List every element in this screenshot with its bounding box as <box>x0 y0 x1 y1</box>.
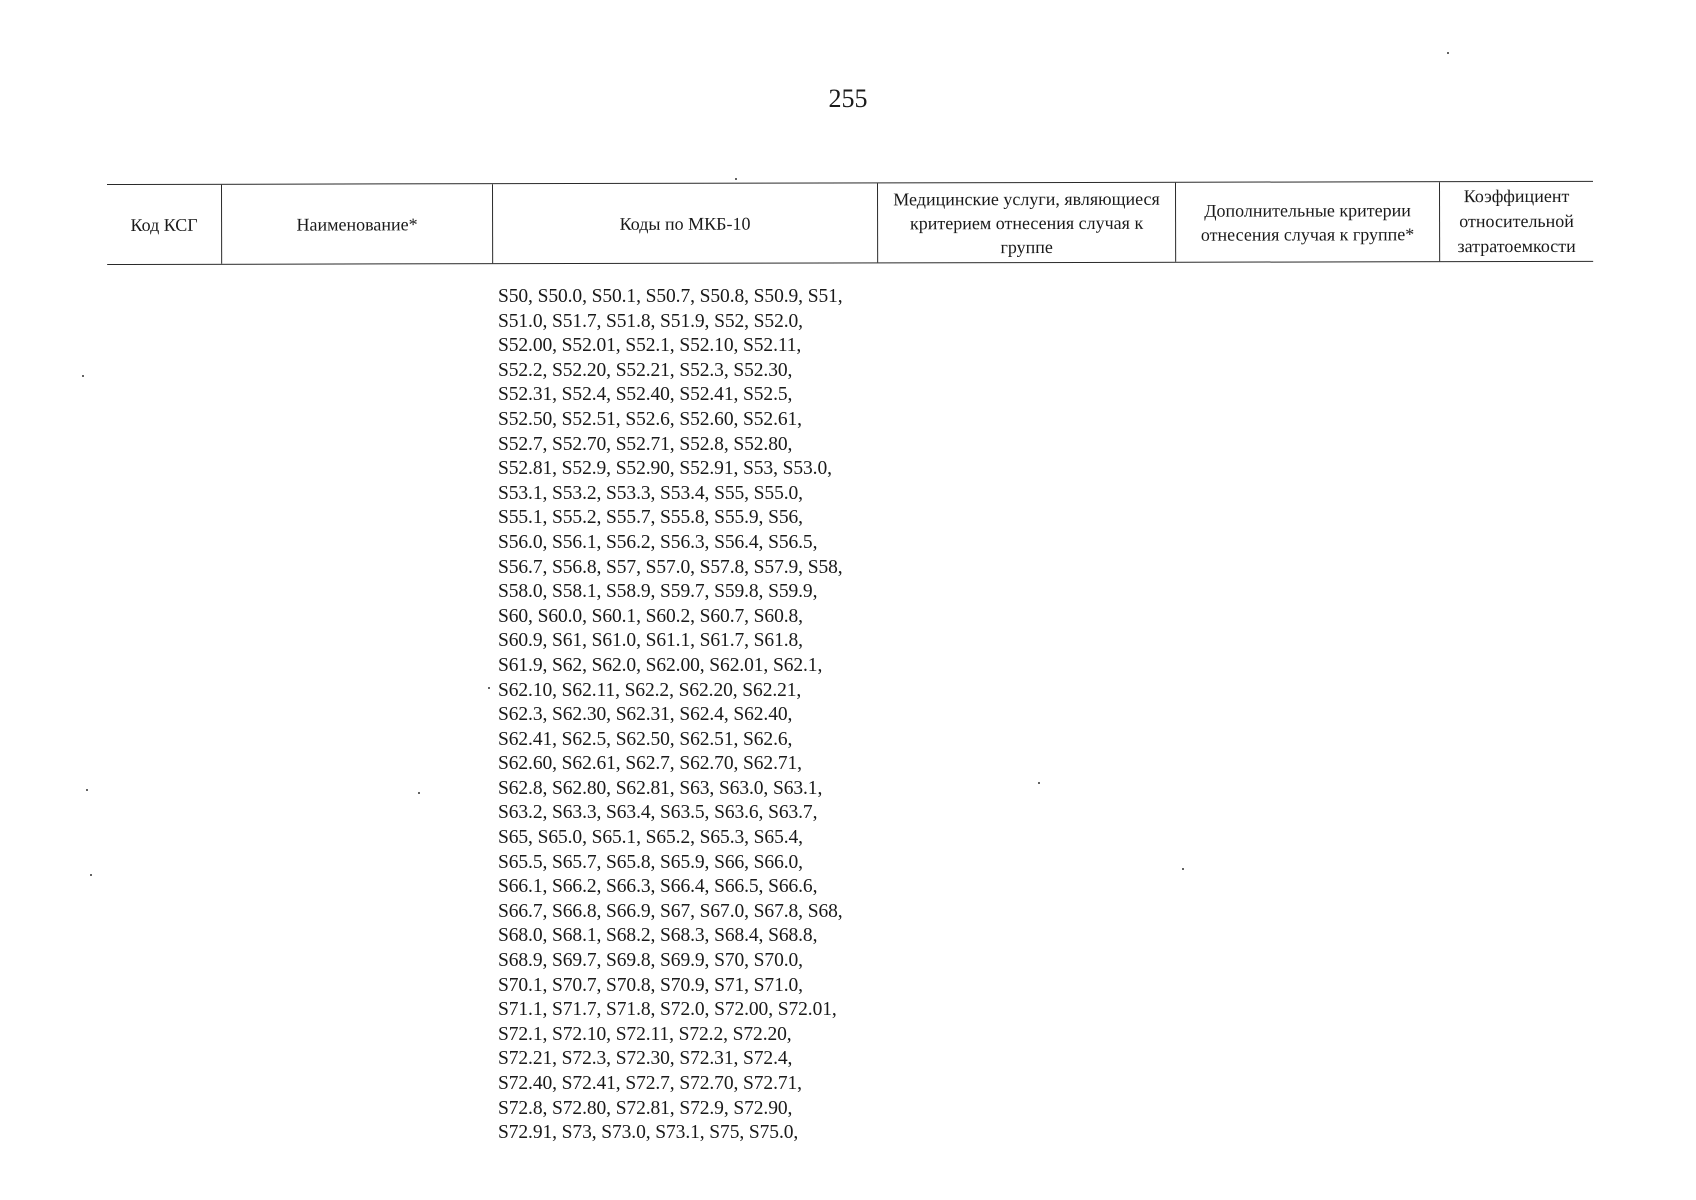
header-ksg-code: Код КСГ <box>107 185 222 264</box>
scan-speck <box>488 687 490 689</box>
icd10-codes-line: S56.0, S56.1, S56.2, S56.3, S56.4, S56.5, <box>498 531 818 553</box>
icd10-codes-line: S66.1, S66.2, S66.3, S66.4, S66.5, S66.6, <box>498 876 818 898</box>
icd10-codes-line: S56.7, S56.8, S57, S57.0, S57.8, S57.9, S58, <box>498 556 843 578</box>
scan-speck <box>90 874 92 876</box>
icd10-codes-line: S61.9, S62, S62.0, S62.00, S62.01, S62.1, <box>498 654 823 676</box>
icd10-codes-line: S55.1, S55.2, S55.7, S55.8, S55.9, S56, <box>498 507 803 529</box>
icd10-codes-line: S65.5, S65.7, S65.8, S65.9, S66, S66.0, <box>498 851 803 873</box>
scan-speck <box>86 789 88 791</box>
icd10-codes-line: S72.1, S72.10, S72.11, S72.2, S72.20, <box>498 1023 792 1045</box>
table-header-row <box>107 181 1593 265</box>
icd10-codes-line: S52.00, S52.01, S52.1, S52.10, S52.11, <box>498 335 802 357</box>
icd10-codes-line: S68.0, S68.1, S68.2, S68.3, S68.4, S68.8, <box>498 925 818 947</box>
icd10-codes-line: S58.0, S58.1, S58.9, S59.7, S59.8, S59.9, <box>498 581 818 603</box>
icd10-codes-line: S52.2, S52.20, S52.21, S52.3, S52.30, <box>498 359 793 381</box>
header-name: Наименование* <box>222 184 493 264</box>
icd10-codes-line: S52.7, S52.70, S52.71, S52.8, S52.80, <box>498 433 793 455</box>
icd10-codes-line: S52.81, S52.9, S52.90, S52.91, S53, S53.0, <box>498 458 832 480</box>
icd10-codes-line: S60.9, S61, S61.0, S61.1, S61.7, S61.8, <box>498 630 803 652</box>
icd10-codes-line: S50, S50.0, S50.1, S50.7, S50.8, S50.9, S51, <box>498 286 843 307</box>
scan-speck <box>1038 782 1040 784</box>
icd10-codes-line: S52.50, S52.51, S52.6, S52.60, S52.61, <box>498 408 802 430</box>
icd10-codes-line: S72.91, S73, S73.0, S73.1, S75, S75.0, <box>498 1122 799 1144</box>
icd10-codes-line: S62.8, S62.80, S62.81, S63, S63.0, S63.1, <box>498 777 823 799</box>
icd10-codes-line: S71.1, S71.7, S71.8, S72.0, S72.00, S72.01, <box>498 999 837 1021</box>
scan-speck <box>1447 52 1449 54</box>
icd10-codes-line: S72.21, S72.3, S72.30, S72.31, S72.4, <box>498 1048 793 1070</box>
icd10-codes-line: S62.60, S62.61, S62.7, S62.70, S62.71, <box>498 753 802 775</box>
scan-speck <box>1182 868 1184 870</box>
scan-speck <box>418 792 420 794</box>
icd10-codes-line: S70.1, S70.7, S70.8, S70.9, S71, S71.0, <box>498 974 803 996</box>
icd10-codes-line: S62.10, S62.11, S62.2, S62.20, S62.21, <box>498 679 802 701</box>
scan-speck <box>82 375 84 377</box>
header-medical-services: Медицинские услуги, являющиеся критерием отнесения случая к группе <box>878 183 1176 263</box>
icd10-codes-line: S68.9, S69.7, S69.8, S69.9, S70, S70.0, <box>498 950 803 972</box>
icd10-codes-line: S63.2, S63.3, S63.4, S63.5, S63.6, S63.7, <box>498 802 818 824</box>
icd10-codes-line: S66.7, S66.8, S66.9, S67, S67.0, S67.8, S68, <box>498 900 843 922</box>
icd10-codes-line: S52.31, S52.4, S52.40, S52.41, S52.5, <box>498 384 793 406</box>
icd10-codes-line: S53.1, S53.2, S53.3, S53.4, S55, S55.0, <box>498 482 803 504</box>
page-number: 255 <box>828 84 868 113</box>
header-cost-coefficient: Коэффициент относительной затратоемкости <box>1457 185 1576 257</box>
header-icd10-codes: Коды по МКБ-10 <box>493 183 878 263</box>
icd10-codes-line: S72.8, S72.80, S72.81, S72.9, S72.90, <box>498 1097 793 1119</box>
icd10-codes-line: S62.3, S62.30, S62.31, S62.4, S62.40, <box>498 704 793 726</box>
icd10-codes-line: S51.0, S51.7, S51.8, S51.9, S52, S52.0, <box>498 310 803 332</box>
icd10-codes-line: S62.41, S62.5, S62.50, S62.51, S62.6, <box>498 728 793 750</box>
header-additional-criteria: Дополнительные критерии отнесения случая к группе* <box>1176 182 1440 262</box>
icd10-codes-line: S60, S60.0, S60.1, S60.2, S60.7, S60.8, <box>498 605 803 627</box>
icd10-codes-cell <box>498 285 888 1146</box>
scan-speck <box>735 178 737 180</box>
icd10-codes-line: S72.40, S72.41, S72.7, S72.70, S72.71, <box>498 1073 802 1094</box>
icd10-codes-line: S65, S65.0, S65.1, S65.2, S65.3, S65.4, <box>498 827 803 849</box>
